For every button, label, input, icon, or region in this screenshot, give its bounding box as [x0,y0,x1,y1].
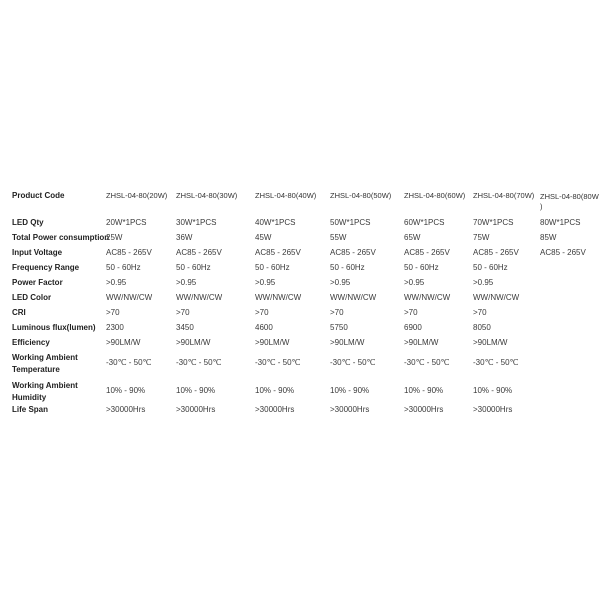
table-cell: >30000Hrs [473,405,513,414]
table-cell: 10% - 90% [176,386,216,395]
table-cell: AC85 - 265V [255,248,301,257]
table-cell: AC85 - 265V [404,248,450,257]
row-label: Working Ambient [12,353,78,362]
model-header: ZHSL-04-80(40W) [255,191,317,200]
table-cell: 2300 [106,323,124,332]
table-cell: 45W [255,233,272,242]
table-cell: AC85 - 265V [330,248,376,257]
table-cell: 50 - 60Hz [106,263,141,272]
model-header: ZHSL-04-80(70W) [473,191,535,200]
table-cell: 50W*1PCS [330,218,371,227]
table-cell: -30℃ - 50℃ [176,358,222,367]
table-cell: 50 - 60Hz [473,263,508,272]
table-cell: >0.95 [330,278,351,287]
row-label: Input Voltage [12,248,63,257]
table-cell: 8050 [473,323,491,332]
table-cell: >90LM/W [404,338,439,347]
table-cell: >90LM/W [255,338,290,347]
table-cell: 4600 [255,323,273,332]
table-cell: >70 [404,308,418,317]
row-label-line2: Humidity [12,393,47,402]
table-cell: 3450 [176,323,194,332]
table-cell: >70 [176,308,190,317]
table-cell: >90LM/W [106,338,141,347]
table-cell: WW/NW/CW [404,293,451,302]
table-cell: 20W*1PCS [106,218,147,227]
model-header-wrap: ) [540,202,543,211]
table-cell: 10% - 90% [106,386,146,395]
table-cell: WW/NW/CW [176,293,223,302]
table-cell: >90LM/W [473,338,508,347]
table-cell: WW/NW/CW [473,293,520,302]
model-header: ZHSL-04-80(80W [540,192,599,201]
table-cell: >90LM/W [176,338,211,347]
table-cell: 55W [330,233,347,242]
table-cell: >30000Hrs [330,405,370,414]
header-label: Product Code [12,191,65,200]
row-label: Life Span [12,405,49,414]
table-cell: 10% - 90% [330,386,370,395]
table-cell: 50 - 60Hz [404,263,439,272]
model-header: ZHSL-04-80(60W) [404,191,466,200]
table-cell: 10% - 90% [404,386,444,395]
table-cell: 65W [404,233,421,242]
table-cell: >0.95 [176,278,197,287]
table-cell: 30W*1PCS [176,218,217,227]
table-cell: 5750 [330,323,348,332]
model-header: ZHSL-04-80(20W) [106,191,168,200]
table-cell: WW/NW/CW [330,293,377,302]
table-cell: 25W [106,233,123,242]
row-label: Frequency Range [12,263,80,272]
table-cell: -30℃ - 50℃ [473,358,519,367]
table-cell: >0.95 [255,278,276,287]
row-label: LED Qty [12,218,44,227]
table-cell: -30℃ - 50℃ [330,358,376,367]
row-label: Total Power consumption [12,233,110,242]
table-cell: 6900 [404,323,422,332]
table-cell: >30000Hrs [106,405,146,414]
table-cell: 36W [176,233,193,242]
row-label: Luminous flux(lumen) [12,323,96,332]
table-cell: AC85 - 265V [473,248,519,257]
table-cell: AC85 - 265V [176,248,222,257]
table-cell: WW/NW/CW [255,293,302,302]
table-cell: 80W*1PCS [540,218,581,227]
table-cell: >30000Hrs [255,405,295,414]
table-cell: WW/NW/CW [106,293,153,302]
table-cell: >30000Hrs [404,405,444,414]
table-cell: -30℃ - 50℃ [106,358,152,367]
table-cell: 85W [540,233,557,242]
row-label: Power Factor [12,278,63,287]
model-header: ZHSL-04-80(30W) [176,191,238,200]
row-label: Working Ambient [12,381,78,390]
table-cell: 10% - 90% [255,386,295,395]
row-label-line2: Temperature [12,365,60,374]
table-cell: >90LM/W [330,338,365,347]
table-cell: >0.95 [473,278,494,287]
table-cell: 50 - 60Hz [330,263,365,272]
table-cell: 60W*1PCS [404,218,445,227]
table-cell: >30000Hrs [176,405,216,414]
table-cell: AC85 - 265V [540,248,586,255]
row-label: Efficiency [12,338,50,347]
table-cell: >70 [255,308,269,317]
table-cell: 70W*1PCS [473,218,514,227]
table-cell: 10% - 90% [473,386,513,395]
table-cell: 50 - 60Hz [176,263,211,272]
table-cell: 50 - 60Hz [255,263,290,272]
row-label: CRI [12,308,26,317]
table-cell: -30℃ - 50℃ [404,358,450,367]
table-cell: >0.95 [404,278,425,287]
table-cell: >70 [106,308,120,317]
table-cell: >70 [330,308,344,317]
table-cell: AC85 - 265V [106,248,152,257]
table-cell: 75W [473,233,490,242]
model-header: ZHSL-04-80(50W) [330,191,392,200]
row-label: LED Color [12,293,52,302]
table-cell: -30℃ - 50℃ [255,358,301,367]
table-cell: >70 [473,308,487,317]
table-cell: 40W*1PCS [255,218,296,227]
table-cell: >0.95 [106,278,127,287]
